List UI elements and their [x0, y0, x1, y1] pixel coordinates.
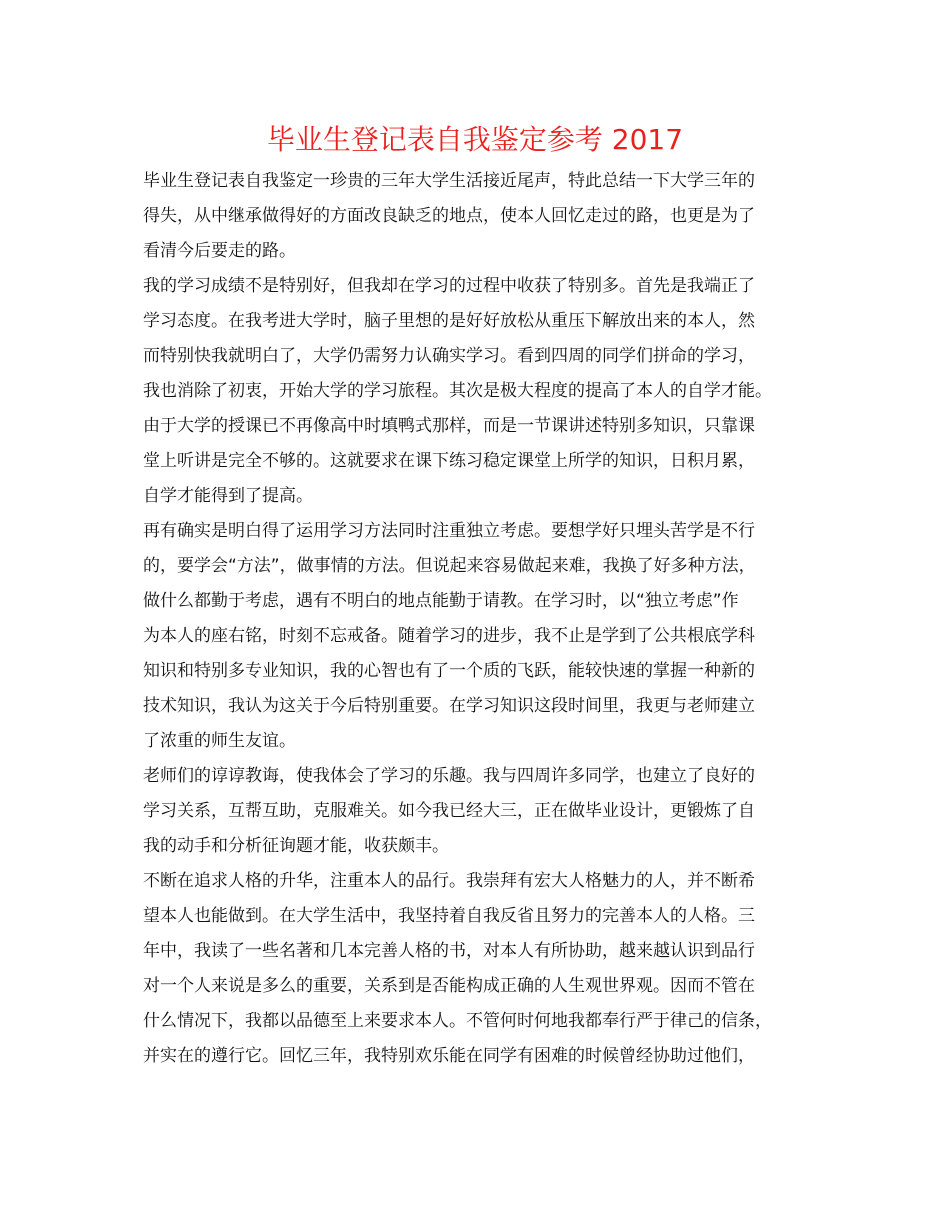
- body-line: 由于大学的授课已不再像高中时填鸭式那样，而是一节课讲述特别多知识，只靠课: [143, 416, 755, 436]
- body-line: 学习态度。在我考进大学时，脑子里想的是好好放松从重压下解放出来的本人，然: [143, 311, 755, 331]
- body-line: 什么情况下，我都以品德至上来要求本人。不管何时何地我都奉行严于律己的信条，: [143, 1011, 772, 1031]
- body-line: 望本人也能做到。在大学生活中，我坚持着自我反省且努力的完善本人的人格。三: [143, 906, 755, 926]
- body-line: 我的学习成绩不是特别好，但我却在学习的过程中收获了特别多。首先是我端正了: [143, 276, 755, 296]
- body-line: 不断在追求人格的升华，注重本人的品行。我崇拜有宏大人格魅力的人，并不断希: [143, 871, 755, 891]
- document-body: [143, 164, 833, 1074]
- body-line: 看清今后要走的路。: [143, 241, 296, 261]
- body-line: 而特别快我就明白了，大学仍需努力认确实学习。看到四周的同学们拼命的学习，: [143, 346, 755, 366]
- body-line: 的，要学会“方法”，做事情的方法。但说起来容易做起来难，我换了好多种方法，: [143, 556, 756, 576]
- body-line: 学习关系，互帮互助，克服难关。如今我已经大三，正在做毕业设计，更锻炼了自: [143, 801, 755, 821]
- body-line: 年中，我读了一些名著和几本完善人格的书，对本人有所协助，越来越认识到品行: [143, 941, 755, 961]
- body-line: 老师们的谆谆教诲，使我体会了学习的乐趣。我与四周许多同学，也建立了良好的: [143, 766, 755, 786]
- body-line: 做什么都勤于考虑，遇有不明白的地点能勤于请教。在学习时，以“独立考虑”作: [143, 591, 739, 611]
- body-line: 得失，从中继承做得好的方面改良缺乏的地点，使本人回忆走过的路，也更是为了: [143, 206, 755, 226]
- body-line: 我的动手和分析征询题才能，收获颇丰。: [143, 836, 449, 856]
- body-line: 并实在的遵行它。回忆三年，我特别欢乐能在同学有困难的时候曾经协助过他们，: [143, 1046, 755, 1066]
- body-line: 再有确实是明白得了运用学习方法同时注重独立考虑。要想学好只埋头苦学是不行: [143, 521, 755, 541]
- body-line: 我也消除了初衷，开始大学的学习旅程。其次是极大程度的提高了本人的自学才能。: [143, 381, 772, 401]
- body-line: 了浓重的师生友谊。: [143, 731, 296, 751]
- body-line: 毕业生登记表自我鉴定一珍贵的三年大学生活接近尾声，特此总结一下大学三年的: [143, 171, 755, 191]
- body-line: 为本人的座右铭，时刻不忘戒备。随着学习的进步，我不止是学到了公共根底学科: [143, 626, 755, 646]
- body-line: 技术知识，我认为这关于今后特别重要。在学习知识这段时间里，我更与老师建立: [143, 696, 755, 716]
- body-line: 自学才能得到了提高。: [143, 486, 313, 506]
- body-line: 对一个人来说是多么的重要，关系到是否能构成正确的人生观世界观。因而不管在: [143, 976, 755, 996]
- body-line: 堂上听讲是完全不够的。这就要求在课下练习稳定课堂上所学的知识，日积月累，: [143, 451, 755, 471]
- document-title: 毕业生登记表自我鉴定参考 2017: [266, 123, 684, 156]
- body-line: 知识和特别多专业知识，我的心智也有了一个质的飞跃，能较快速的掌握一种新的: [143, 661, 755, 681]
